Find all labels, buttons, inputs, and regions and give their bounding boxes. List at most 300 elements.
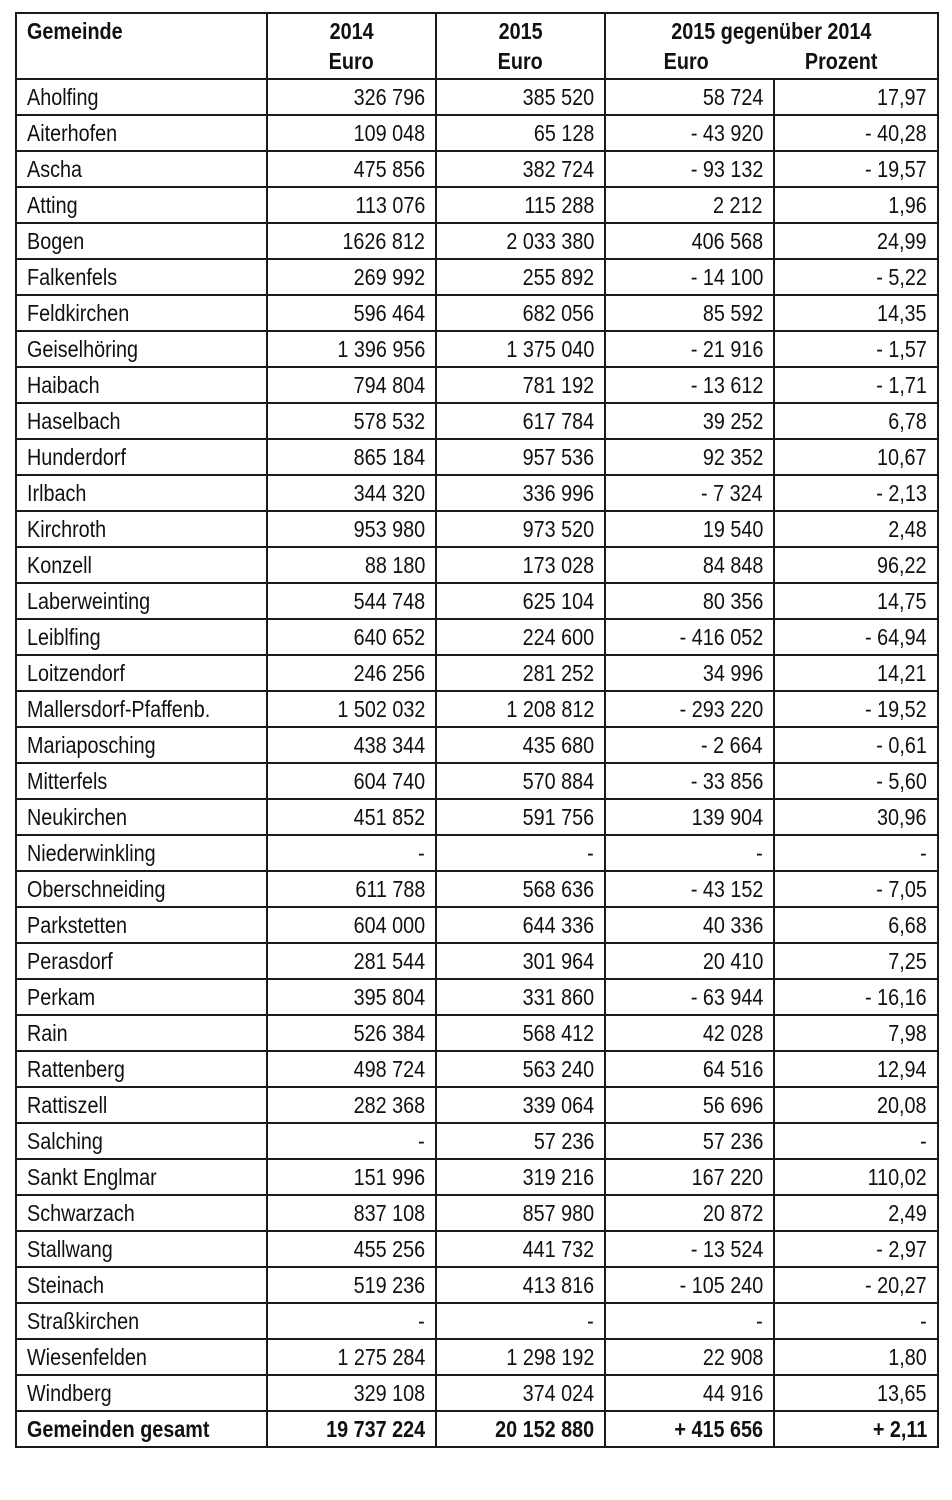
difference-euro-cell [605,1375,774,1411]
value-2014: 544 748 [353,588,425,614]
value-2014: 640 652 [353,624,425,650]
value-2014: 151 996 [353,1164,425,1190]
table-row [16,187,938,223]
municipality-comparison-table [15,12,939,1448]
difference-percent-cell [774,943,938,979]
header-2015 [436,13,605,79]
municipality-name: Geiselhöring [27,336,139,362]
value-2014: 498 724 [353,1056,425,1082]
difference-percent-cell [774,583,938,619]
value-2014-cell [267,1123,436,1159]
value-2014-cell [267,727,436,763]
value-2015: 644 336 [522,912,594,938]
difference-euro-cell [605,583,774,619]
table-row [16,1267,938,1303]
value-2014-cell [267,1339,436,1375]
difference-euro-cell [605,1087,774,1123]
difference-percent: - 16,16 [865,984,927,1010]
value-2014-cell [267,1087,436,1123]
value-2014: 438 344 [353,732,425,758]
difference-euro-cell [605,187,774,223]
difference-percent-cell [774,655,938,691]
difference-euro-cell [605,979,774,1015]
municipality-name: Wiesenfelden [27,1344,147,1370]
difference-percent-cell [774,1051,938,1087]
difference-euro-cell [605,367,774,403]
difference-euro: 92 352 [702,444,763,470]
header-gemeinde [16,13,267,79]
municipality-name: Oberschneiding [27,876,166,902]
value-2014-cell [267,367,436,403]
table-row [16,475,938,511]
value-2014: - [418,1308,425,1334]
municipality-name-cell [16,1015,267,1051]
municipality-name: Perkam [27,984,96,1010]
difference-euro-cell [605,331,774,367]
value-2014-cell [267,619,436,655]
value-2015-cell [436,943,605,979]
difference-euro-cell [605,1339,774,1375]
municipality-name-cell [16,1051,267,1087]
table-row [16,223,938,259]
value-2015: 1 208 812 [505,696,594,722]
difference-euro: 39 252 [702,408,763,434]
difference-euro: 139 904 [691,804,763,830]
difference-euro: 20 410 [702,948,763,974]
header-2014-year: 2014 [329,18,374,44]
difference-euro-cell [605,1231,774,1267]
value-2014: 526 384 [353,1020,425,1046]
municipality-name: Parkstetten [27,912,128,938]
difference-euro-cell [605,511,774,547]
municipality-name-cell [16,547,267,583]
value-2015: 591 756 [522,804,594,830]
value-2015-cell [436,187,605,223]
municipality-name-cell [16,1303,267,1339]
municipality-name-cell [16,223,267,259]
difference-euro: - 13 612 [690,372,763,398]
table-row [16,655,938,691]
value-2014: 596 464 [353,300,425,326]
header-2015-year: 2015 [498,18,543,44]
value-2015-cell [436,115,605,151]
municipality-name-cell [16,187,267,223]
municipality-name-cell [16,583,267,619]
difference-percent: 6,68 [888,912,927,938]
value-2014-cell [267,583,436,619]
value-2015-cell [436,1015,605,1051]
difference-euro-cell [605,547,774,583]
municipality-name-cell [16,367,267,403]
difference-euro-cell [605,1267,774,1303]
value-2015: 374 024 [522,1380,594,1406]
difference-percent: 6,78 [888,408,927,434]
difference-percent-cell [774,1015,938,1051]
value-2015-cell [436,1303,605,1339]
table-row [16,907,938,943]
difference-percent-cell [774,1303,938,1339]
difference-euro-cell [605,259,774,295]
difference-euro-cell [605,943,774,979]
value-2014: 611 788 [354,876,425,902]
difference-percent-cell [774,259,938,295]
municipality-name: Schwarzach [27,1200,135,1226]
difference-euro-cell [605,151,774,187]
municipality-name-cell [16,331,267,367]
difference-percent: - 64,94 [865,624,927,650]
difference-euro-cell [605,1051,774,1087]
difference-euro: - 43 152 [690,876,763,902]
table-row [16,943,938,979]
value-2015-cell [436,151,605,187]
difference-euro: 19 540 [702,516,763,542]
value-2015-cell [436,1231,605,1267]
municipality-name: Irlbach [27,480,87,506]
table-row [16,1123,938,1159]
value-2015: 857 980 [522,1200,594,1226]
table-row [16,1087,938,1123]
value-2015: 57 236 [533,1128,594,1154]
value-2014: 113 076 [354,192,425,218]
value-2014: 326 796 [353,84,425,110]
difference-percent: 110,02 [867,1164,927,1190]
value-2015-cell [436,223,605,259]
municipality-name-cell [16,1195,267,1231]
value-2015-cell [436,511,605,547]
table-row [16,403,938,439]
value-2014: 269 992 [353,264,425,290]
total-diff-cell [605,1411,774,1447]
municipality-name-cell [16,655,267,691]
difference-percent: 13,65 [877,1380,927,1406]
value-2015: 65 128 [533,120,594,146]
municipality-name: Aiterhofen [27,120,118,146]
municipality-name-cell [16,115,267,151]
difference-percent-cell [774,439,938,475]
difference-euro: 56 696 [702,1092,763,1118]
municipality-name-cell [16,259,267,295]
total-pct-cell [774,1411,938,1447]
difference-percent: - 20,27 [865,1272,927,1298]
municipality-name: Haselbach [27,408,121,434]
value-2014-cell [267,799,436,835]
value-2015-cell [436,727,605,763]
value-2015-cell [436,1267,605,1303]
table-row [16,619,938,655]
municipality-name: Sankt Englmar [27,1164,157,1190]
value-2015: 382 724 [522,156,594,182]
difference-euro: - 93 132 [690,156,763,182]
difference-euro: - 293 220 [679,696,763,722]
difference-percent: 2,49 [888,1200,927,1226]
value-2014: 246 256 [353,660,425,686]
difference-percent-cell [774,835,938,871]
municipality-name: Salching [27,1128,103,1154]
difference-euro-cell [605,475,774,511]
value-2014-cell [267,403,436,439]
difference-percent: - 7,05 [876,876,927,902]
municipality-name: Mitterfels [27,768,108,794]
value-2014: - [418,1128,425,1154]
difference-euro-cell [605,835,774,871]
value-2015: 441 732 [522,1236,594,1262]
value-2014-cell [267,1267,436,1303]
municipality-name: Steinach [27,1272,104,1298]
difference-euro: 44 916 [702,1380,763,1406]
value-2014: 1 396 956 [336,336,425,362]
value-2015: 570 884 [522,768,594,794]
value-2015-cell [436,1339,605,1375]
value-2015-cell [436,871,605,907]
value-2015: 1 375 040 [505,336,594,362]
table-row [16,367,938,403]
value-2015: 331 860 [522,984,594,1010]
value-2014-cell [267,835,436,871]
difference-percent-cell [774,979,938,1015]
value-2015: 115 288 [523,192,594,218]
value-2014: 329 108 [353,1380,425,1406]
difference-percent: - 5,22 [876,264,927,290]
value-2015-cell [436,619,605,655]
difference-percent-cell [774,511,938,547]
difference-euro: 84 848 [702,552,763,578]
table-row [16,151,938,187]
difference-euro: - 14 100 [690,264,763,290]
value-2015-cell [436,367,605,403]
municipality-name: Kirchroth [27,516,107,542]
value-2014: - [418,840,425,866]
header-difference [605,13,938,79]
difference-euro: - 105 240 [679,1272,763,1298]
municipality-name-cell [16,1267,267,1303]
municipality-name-cell [16,511,267,547]
difference-euro: 40 336 [702,912,763,938]
total-name: Gemeinden gesamt [27,1416,210,1442]
difference-euro: 2 212 [713,192,763,218]
header-2014 [267,13,436,79]
difference-euro-cell [605,403,774,439]
municipality-name: Feldkirchen [27,300,130,326]
difference-euro-cell [605,907,774,943]
municipality-name-cell [16,1231,267,1267]
value-2014-cell [267,547,436,583]
header-gemeinde-label: Gemeinde [27,18,123,44]
value-2014: 604 740 [353,768,425,794]
difference-percent-cell [774,1087,938,1123]
difference-euro-cell [605,871,774,907]
difference-percent: - 19,52 [865,696,927,722]
difference-percent-cell [774,1123,938,1159]
difference-percent-cell [774,691,938,727]
table-row [16,331,938,367]
value-2014: 1626 812 [342,228,425,254]
value-2015: 563 240 [522,1056,594,1082]
value-2014-cell [267,763,436,799]
difference-euro: 34 996 [702,660,763,686]
difference-percent-cell [774,295,938,331]
difference-percent: 14,35 [877,300,927,326]
difference-percent: - [920,840,927,866]
value-2014: 953 980 [353,516,425,542]
difference-percent: - 1,71 [876,372,927,398]
value-2015: 1 298 192 [505,1344,594,1370]
difference-percent: 7,25 [888,948,927,974]
value-2014: 282 368 [353,1092,425,1118]
difference-percent: - 0,61 [876,732,927,758]
value-2014: 344 320 [353,480,425,506]
difference-euro-cell [605,1123,774,1159]
value-2015: 973 520 [522,516,594,542]
table-row [16,835,938,871]
value-2014: 604 000 [353,912,425,938]
difference-percent: 10,67 [877,444,927,470]
difference-percent-cell [774,871,938,907]
value-2014: 865 184 [353,444,425,470]
table-row [16,1339,938,1375]
difference-euro-cell [605,1159,774,1195]
header-difference-title: 2015 gegenüber 2014 [671,18,872,44]
difference-percent: - 2,13 [876,480,927,506]
value-2014-cell [267,187,436,223]
value-2015-cell [436,763,605,799]
difference-percent-cell [774,907,938,943]
municipality-name-cell [16,295,267,331]
table-row [16,79,938,115]
difference-euro: 64 516 [702,1056,763,1082]
value-2015: - [587,840,594,866]
municipality-name-cell [16,907,267,943]
municipality-name: Stallwang [27,1236,113,1262]
difference-percent-cell [774,187,938,223]
difference-euro: - 416 052 [679,624,763,650]
table-row [16,511,938,547]
value-2015: 301 964 [522,948,594,974]
table-row [16,727,938,763]
municipality-name-cell [16,79,267,115]
value-2014-cell [267,151,436,187]
table-row [16,115,938,151]
value-2015: 385 520 [522,84,594,110]
value-2014-cell [267,223,436,259]
municipality-name-cell [16,1159,267,1195]
value-2015: 255 892 [522,264,594,290]
difference-percent-cell [774,475,938,511]
difference-percent-cell [774,367,938,403]
difference-euro: 406 568 [691,228,763,254]
municipality-name: Mariaposching [27,732,156,758]
value-2015: 224 600 [522,624,594,650]
value-2014: 455 256 [353,1236,425,1262]
table-row [16,871,938,907]
municipality-name: Windberg [27,1380,112,1406]
difference-percent-cell [774,763,938,799]
value-2015: 568 412 [522,1020,594,1046]
difference-percent: 20,08 [877,1092,927,1118]
document-page [15,12,937,1448]
difference-euro: - 43 920 [690,120,763,146]
value-2015: 319 216 [522,1164,594,1190]
difference-percent: 14,75 [877,588,927,614]
difference-euro: - [756,1308,763,1334]
difference-percent-cell [774,115,938,151]
difference-percent: 1,96 [888,192,927,218]
difference-percent-cell [774,619,938,655]
municipality-name-cell [16,1123,267,1159]
table-row [16,1159,938,1195]
difference-percent-cell [774,1159,938,1195]
difference-percent-cell [774,223,938,259]
difference-euro: - 7 324 [701,480,763,506]
table-row [16,1015,938,1051]
difference-percent-cell [774,1339,938,1375]
total-2015-cell [436,1411,605,1447]
value-2015-cell [436,583,605,619]
municipality-name-cell [16,403,267,439]
value-2015: 281 252 [522,660,594,686]
value-2014-cell [267,691,436,727]
value-2014-cell [267,1051,436,1087]
value-2014-cell [267,1303,436,1339]
difference-euro-cell [605,763,774,799]
difference-euro: 22 908 [702,1344,763,1370]
table-row [16,439,938,475]
value-2014: 109 048 [353,120,425,146]
value-2015-cell [436,655,605,691]
value-2015-cell [436,1087,605,1123]
value-2015: 682 056 [522,300,594,326]
value-2014-cell [267,79,436,115]
difference-euro-cell [605,691,774,727]
value-2015-cell [436,1123,605,1159]
value-2014-cell [267,979,436,1015]
value-2014: 88 180 [364,552,425,578]
total-2014: 19 737 224 [325,1416,425,1442]
value-2014-cell [267,1231,436,1267]
value-2015-cell [436,331,605,367]
municipality-name: Atting [27,192,78,218]
difference-percent: - 1,57 [876,336,927,362]
difference-euro: 80 356 [702,588,763,614]
difference-euro-cell [605,799,774,835]
municipality-name-cell [16,1339,267,1375]
value-2014-cell [267,331,436,367]
municipality-name: Straßkirchen [27,1308,140,1334]
difference-percent: - [920,1128,927,1154]
value-2014-cell [267,1015,436,1051]
difference-euro: - 33 856 [690,768,763,794]
table-row [16,1303,938,1339]
difference-percent-cell [774,151,938,187]
value-2014-cell [267,115,436,151]
municipality-name-cell [16,1375,267,1411]
value-2014-cell [267,871,436,907]
value-2014-cell [267,295,436,331]
value-2015-cell [436,1195,605,1231]
difference-euro-cell [605,1015,774,1051]
municipality-name: Laberweinting [27,588,151,614]
total-row [16,1411,938,1447]
value-2015: 781 192 [522,372,594,398]
value-2014-cell [267,259,436,295]
municipality-name-cell [16,871,267,907]
table-row [16,979,938,1015]
value-2014-cell [267,1159,436,1195]
difference-percent: 24,99 [877,228,927,254]
value-2014: 475 856 [353,156,425,182]
value-2015-cell [436,79,605,115]
municipality-name-cell [16,151,267,187]
municipality-name: Mallersdorf-Pfaffenb. [27,696,211,722]
